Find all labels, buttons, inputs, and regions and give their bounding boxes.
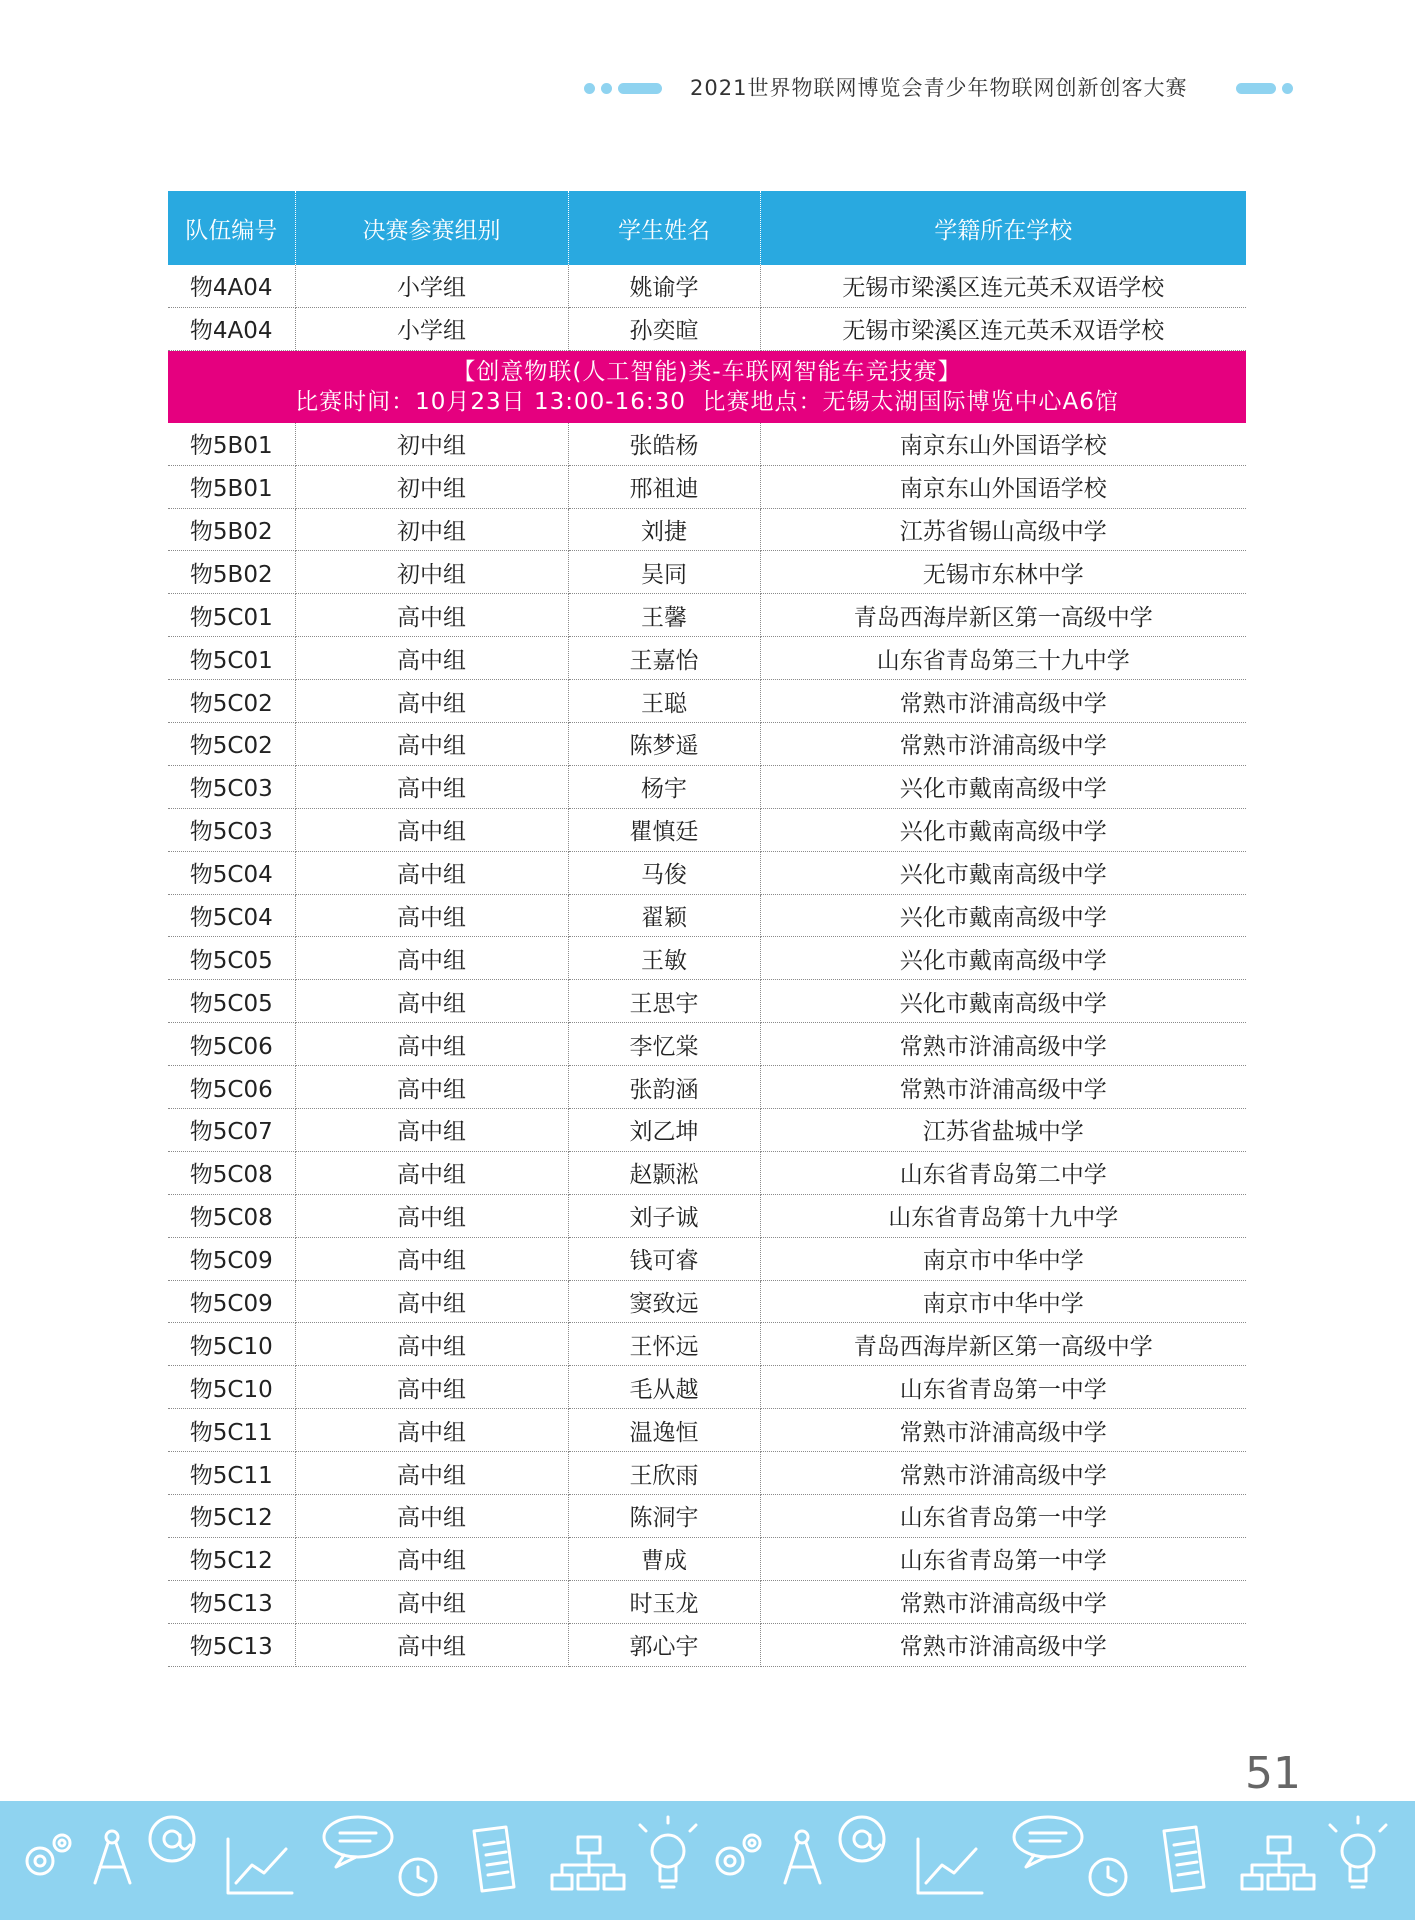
cell-school: 南京东山外国语学校 <box>760 423 1246 465</box>
flowchart-icon <box>1242 1837 1314 1889</box>
table-row <box>168 1023 1246 1066</box>
cell-school: 南京市中华中学 <box>760 1237 1246 1280</box>
table-row <box>168 980 1246 1023</box>
cell-student-name: 陈洞宇 <box>568 1495 760 1538</box>
clock-icon <box>1090 1859 1126 1895</box>
footer-icons <box>0 1801 1415 1920</box>
cell-student-name: 刘捷 <box>568 508 760 551</box>
cell-group: 高中组 <box>295 1194 568 1237</box>
cell-student-name: 郭心宇 <box>568 1623 760 1666</box>
table-row <box>168 508 1246 551</box>
header-pill <box>618 83 662 94</box>
cell-group: 高中组 <box>295 1323 568 1366</box>
cell-student-name: 毛从越 <box>568 1366 760 1409</box>
cell-team-id: 物5C02 <box>168 723 295 766</box>
cell-team-id: 物5C06 <box>168 1066 295 1109</box>
table-header-row <box>168 191 1246 265</box>
table-row <box>168 465 1246 508</box>
line-chart-icon <box>918 1839 982 1893</box>
cell-team-id: 物5C12 <box>168 1537 295 1580</box>
lightbulb-icon <box>1330 1817 1386 1887</box>
cell-student-name: 姚谕学 <box>568 265 760 307</box>
cell-school: 山东省青岛第三十九中学 <box>760 637 1246 680</box>
cell-student-name: 吴同 <box>568 551 760 594</box>
cell-group: 高中组 <box>295 1495 568 1538</box>
document-icon <box>474 1827 514 1891</box>
cell-team-id: 物5C10 <box>168 1323 295 1366</box>
table-row <box>168 937 1246 980</box>
cell-group: 高中组 <box>295 894 568 937</box>
cell-school: 常熟市浒浦高级中学 <box>760 1066 1246 1109</box>
cell-school: 青岛西海岸新区第一高级中学 <box>760 594 1246 637</box>
cell-group: 初中组 <box>295 465 568 508</box>
cell-team-id: 物5B02 <box>168 551 295 594</box>
cell-group: 高中组 <box>295 980 568 1023</box>
table-row <box>168 765 1246 808</box>
cell-student-name: 刘乙坤 <box>568 1109 760 1152</box>
cell-student-name: 杨宇 <box>568 765 760 808</box>
cell-group: 高中组 <box>295 1151 568 1194</box>
document-icon <box>1164 1827 1204 1891</box>
cell-school: 常熟市浒浦高级中学 <box>760 1623 1246 1666</box>
cell-student-name: 孙奕暄 <box>568 307 760 350</box>
table-row <box>168 265 1246 307</box>
table-row <box>168 723 1246 766</box>
cell-school: 山东省青岛第十九中学 <box>760 1194 1246 1237</box>
cell-school: 常熟市浒浦高级中学 <box>760 1452 1246 1495</box>
cell-group: 高中组 <box>295 1109 568 1152</box>
clock-icon <box>400 1859 436 1895</box>
cell-team-id: 物5C13 <box>168 1623 295 1666</box>
cell-group: 高中组 <box>295 1580 568 1623</box>
table-row <box>168 637 1246 680</box>
column-header-school: 学籍所在学校 <box>760 191 1246 265</box>
participants-table <box>168 191 1246 1667</box>
cell-student-name: 李忆棠 <box>568 1023 760 1066</box>
cell-group: 高中组 <box>295 1623 568 1666</box>
table-row <box>168 307 1246 350</box>
table-row <box>168 1537 1246 1580</box>
table-row <box>168 594 1246 637</box>
cell-group: 小学组 <box>295 265 568 307</box>
header-pill <box>1236 83 1276 94</box>
cell-team-id: 物5B02 <box>168 508 295 551</box>
flowchart-icon <box>552 1837 624 1889</box>
cell-group: 高中组 <box>295 1366 568 1409</box>
section-banner-row <box>168 350 1246 423</box>
table-row <box>168 1623 1246 1666</box>
table-row <box>168 1194 1246 1237</box>
cell-school: 兴化市戴南高级中学 <box>760 808 1246 851</box>
header-dot <box>584 83 595 94</box>
cell-student-name: 王敏 <box>568 937 760 980</box>
cell-student-name: 刘子诚 <box>568 1194 760 1237</box>
cell-student-name: 翟颖 <box>568 894 760 937</box>
cell-student-name: 瞿慎廷 <box>568 808 760 851</box>
table-row <box>168 808 1246 851</box>
cell-student-name: 赵颢淞 <box>568 1151 760 1194</box>
cell-group: 初中组 <box>295 423 568 465</box>
column-header-team-id: 队伍编号 <box>168 191 295 265</box>
cell-team-id: 物5C13 <box>168 1580 295 1623</box>
cell-school: 山东省青岛第二中学 <box>760 1151 1246 1194</box>
header-decoration-left <box>584 82 662 94</box>
column-header-student-name: 学生姓名 <box>568 191 760 265</box>
column-header-group: 决赛参赛组别 <box>295 191 568 265</box>
cell-student-name: 张皓杨 <box>568 423 760 465</box>
cell-school: 南京东山外国语学校 <box>760 465 1246 508</box>
speech-bubble-icon <box>1014 1817 1082 1867</box>
at-sign-icon <box>150 1817 194 1861</box>
cell-team-id: 物5C10 <box>168 1366 295 1409</box>
header-title: 2021世界物联网博览会青少年物联网创新创客大赛 <box>690 76 1188 100</box>
compass-icon <box>95 1831 130 1883</box>
cell-team-id: 物5C11 <box>168 1452 295 1495</box>
cell-group: 高中组 <box>295 808 568 851</box>
table-row <box>168 1323 1246 1366</box>
speech-bubble-icon <box>324 1817 392 1867</box>
cell-team-id: 物5B01 <box>168 423 295 465</box>
cell-group: 高中组 <box>295 1066 568 1109</box>
cell-team-id: 物5C07 <box>168 1109 295 1152</box>
cell-school: 兴化市戴南高级中学 <box>760 894 1246 937</box>
table-row <box>168 1366 1246 1409</box>
at-sign-icon <box>840 1817 884 1861</box>
cell-student-name: 时玉龙 <box>568 1580 760 1623</box>
cell-group: 高中组 <box>295 680 568 723</box>
cell-school: 常熟市浒浦高级中学 <box>760 1409 1246 1452</box>
cell-school: 常熟市浒浦高级中学 <box>760 723 1246 766</box>
table-row <box>168 551 1246 594</box>
cell-team-id: 物5C04 <box>168 894 295 937</box>
header-dot <box>601 83 612 94</box>
cell-school: 无锡市东林中学 <box>760 551 1246 594</box>
cell-school: 兴化市戴南高级中学 <box>760 980 1246 1023</box>
banner-time-location: 比赛时间：10月23日 13:00-16:30 比赛地点：无锡太湖国际博览中心A6馆 <box>295 388 1119 415</box>
cell-student-name: 陈梦遥 <box>568 723 760 766</box>
cell-team-id: 物5C08 <box>168 1194 295 1237</box>
cell-group: 小学组 <box>295 307 568 350</box>
cell-group: 高中组 <box>295 1409 568 1452</box>
table-row <box>168 851 1246 894</box>
cell-student-name: 王嘉怡 <box>568 637 760 680</box>
cell-group: 高中组 <box>295 594 568 637</box>
cell-team-id: 物5C12 <box>168 1495 295 1538</box>
cell-team-id: 物5C04 <box>168 851 295 894</box>
cell-school: 南京市中华中学 <box>760 1280 1246 1323</box>
banner-category-title: 【创意物联(人工智能)类-车联网智能车竞技赛】 <box>452 358 962 385</box>
table-row <box>168 894 1246 937</box>
line-chart-icon <box>228 1839 292 1893</box>
table-row <box>168 423 1246 465</box>
cell-team-id: 物4A04 <box>168 307 295 350</box>
cell-team-id: 物5C01 <box>168 594 295 637</box>
cell-school: 山东省青岛第一中学 <box>760 1366 1246 1409</box>
cell-team-id: 物4A04 <box>168 265 295 307</box>
cell-group: 高中组 <box>295 937 568 980</box>
cell-group: 初中组 <box>295 551 568 594</box>
cell-school: 山东省青岛第一中学 <box>760 1537 1246 1580</box>
table-row <box>168 1452 1246 1495</box>
cell-school: 兴化市戴南高级中学 <box>760 851 1246 894</box>
cell-group: 高中组 <box>295 1023 568 1066</box>
cell-group: 高中组 <box>295 851 568 894</box>
cell-team-id: 物5C08 <box>168 1151 295 1194</box>
table-row <box>168 1066 1246 1109</box>
cell-group: 高中组 <box>295 1452 568 1495</box>
cell-school: 青岛西海岸新区第一高级中学 <box>760 1323 1246 1366</box>
cell-student-name: 马俊 <box>568 851 760 894</box>
compass-icon <box>785 1831 820 1883</box>
cell-team-id: 物5C03 <box>168 808 295 851</box>
cell-school: 无锡市梁溪区连元英禾双语学校 <box>760 307 1246 350</box>
cell-team-id: 物5C03 <box>168 765 295 808</box>
cell-student-name: 温逸恒 <box>568 1409 760 1452</box>
table-row <box>168 1109 1246 1152</box>
section-banner <box>168 350 1246 423</box>
table-body <box>168 265 1246 1666</box>
table-row <box>168 680 1246 723</box>
cell-student-name: 窦致远 <box>568 1280 760 1323</box>
cell-team-id: 物5C01 <box>168 637 295 680</box>
cell-student-name: 钱可睿 <box>568 1237 760 1280</box>
table-row <box>168 1580 1246 1623</box>
cell-team-id: 物5C05 <box>168 937 295 980</box>
cell-team-id: 物5C02 <box>168 680 295 723</box>
cell-team-id: 物5C11 <box>168 1409 295 1452</box>
cell-student-name: 张韵涵 <box>568 1066 760 1109</box>
table-row <box>168 1151 1246 1194</box>
table-row <box>168 1280 1246 1323</box>
table-row <box>168 1237 1246 1280</box>
cell-group: 高中组 <box>295 723 568 766</box>
cell-team-id: 物5C09 <box>168 1237 295 1280</box>
cell-group: 高中组 <box>295 1280 568 1323</box>
cell-team-id: 物5C06 <box>168 1023 295 1066</box>
cell-group: 高中组 <box>295 1537 568 1580</box>
cell-school: 常熟市浒浦高级中学 <box>760 1580 1246 1623</box>
cell-group: 高中组 <box>295 765 568 808</box>
cell-student-name: 王怀远 <box>568 1323 760 1366</box>
cell-school: 常熟市浒浦高级中学 <box>760 680 1246 723</box>
lightbulb-icon <box>640 1817 696 1887</box>
cell-student-name: 邢祖迪 <box>568 465 760 508</box>
cell-school: 山东省青岛第一中学 <box>760 1495 1246 1538</box>
cell-group: 初中组 <box>295 508 568 551</box>
gear-icon <box>717 1835 760 1874</box>
cell-school: 常熟市浒浦高级中学 <box>760 1023 1246 1066</box>
cell-school: 无锡市梁溪区连元英禾双语学校 <box>760 265 1246 307</box>
cell-student-name: 王聪 <box>568 680 760 723</box>
gear-icon <box>27 1835 70 1874</box>
cell-group: 高中组 <box>295 637 568 680</box>
header-dot <box>1282 83 1293 94</box>
cell-school: 兴化市戴南高级中学 <box>760 765 1246 808</box>
table-row <box>168 1409 1246 1452</box>
page-number: 51 <box>1245 1748 1301 1799</box>
cell-school: 江苏省锡山高级中学 <box>760 508 1246 551</box>
cell-student-name: 王欣雨 <box>568 1452 760 1495</box>
cell-team-id: 物5C05 <box>168 980 295 1023</box>
cell-school: 兴化市戴南高级中学 <box>760 937 1246 980</box>
table-row <box>168 1495 1246 1538</box>
cell-student-name: 曹成 <box>568 1537 760 1580</box>
cell-team-id: 物5C09 <box>168 1280 295 1323</box>
cell-student-name: 王馨 <box>568 594 760 637</box>
cell-student-name: 王思宇 <box>568 980 760 1023</box>
cell-school: 江苏省盐城中学 <box>760 1109 1246 1152</box>
header-decoration-right <box>1236 82 1293 94</box>
cell-group: 高中组 <box>295 1237 568 1280</box>
footer-band <box>0 1801 1415 1920</box>
cell-team-id: 物5B01 <box>168 465 295 508</box>
